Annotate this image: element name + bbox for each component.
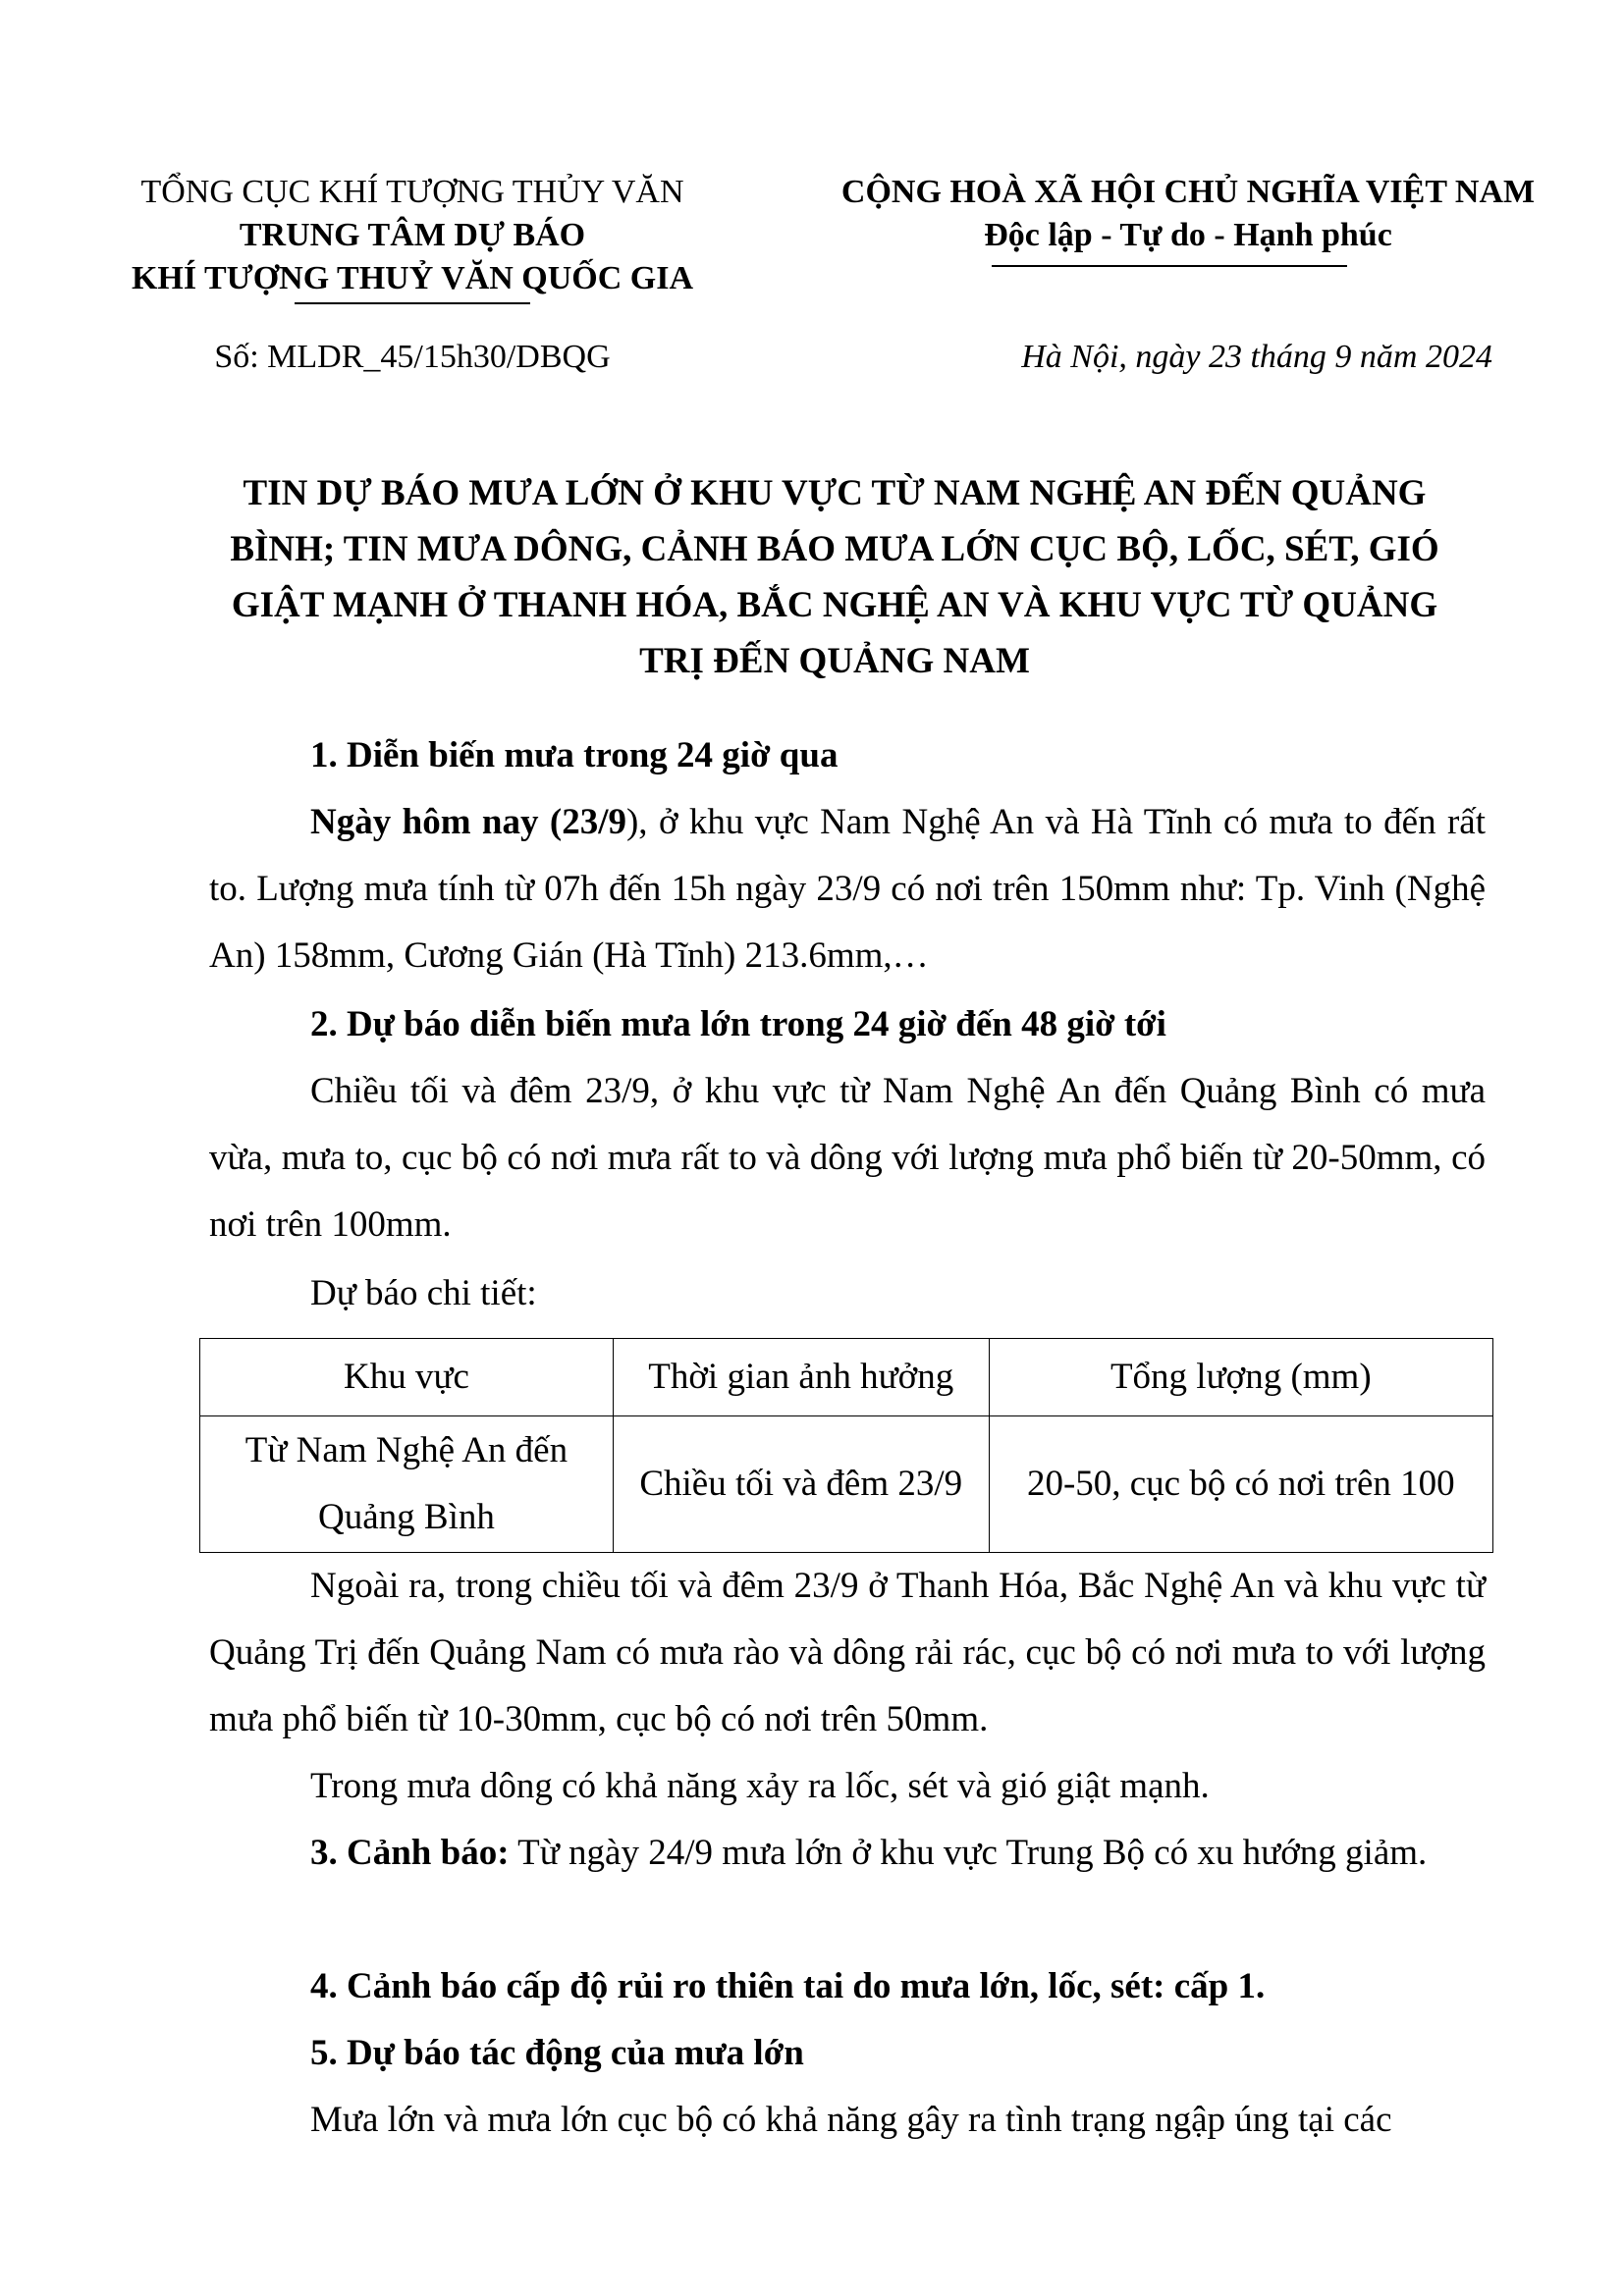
section-3-label: 3. Cảnh báo:: [310, 1833, 510, 1873]
nation-line-2: Độc lập - Tự do - Hạnh phúc: [984, 217, 1392, 253]
storm-note: Trong mưa dông có khả năng xảy ra lốc, sét và gió giật mạnh.: [310, 1766, 1210, 1806]
section-1-text: ), ở khu vực Nam Nghệ An và Hà Tĩnh có mưa to đến rất to. Lượng mưa tính từ 07h đến 15h ngày 23/9 có nơi trên 150mm như: Tp. Vinh (Nghệ An) 158mm, Cương Gián (Hà Tĩnh) 213.6mm,…: [209, 802, 1486, 976]
section-3-text: Từ ngày 24/9 mưa lớn ở khu vực Trung Bộ có xu hướng giảm.: [517, 1833, 1428, 1873]
place-date: Hà Nội, ngày 23 tháng 9 năm 2024: [1021, 339, 1492, 375]
table-row: [200, 1416, 1493, 1553]
section-1-heading: 1. Diễn biến mưa trong 24 giờ qua: [310, 735, 839, 775]
table-header-cell: Thời gian ảnh hưởng: [613, 1339, 989, 1416]
agency-line-1: TỔNG CỤC KHÍ TƯỢNG THỦY VĂN: [140, 174, 684, 210]
agency-name: [59, 171, 766, 300]
table-header-cell: Khu vực: [200, 1339, 614, 1416]
section-2-heading: 2. Dự báo diễn biến mưa lớn trong 24 giờ đến 48 giờ tới: [310, 1004, 1166, 1044]
table-header-cell: Tổng lượng (mm): [989, 1339, 1492, 1416]
section-1-lead: Ngày hôm nay (23/9: [310, 802, 626, 842]
section-3-paragraph: [209, 1820, 1486, 1887]
detail-label: Dự báo chi tiết:: [310, 1273, 537, 1313]
section-5-heading: 5. Dự báo tác động của mưa lớn: [310, 2033, 804, 2073]
nation-line-1: CỘNG HOÀ XÃ HỘI CHỦ NGHĨA VIỆT NAM: [840, 174, 1536, 210]
agency-underline: [295, 302, 530, 304]
document-number: Số: MLDR_45/15h30/DBQG: [214, 339, 611, 375]
motto-underline: [992, 265, 1347, 267]
section-1-paragraph: [209, 789, 1486, 989]
national-motto: [815, 171, 1561, 257]
section-2-extra: Ngoài ra, trong chiều tối và đêm 23/9 ở Thanh Hóa, Bắc Nghệ An và khu vực từ Quảng Trị đến Quảng Nam có mưa rào và dông rải rác, cục bộ có nơi mưa to với lượng mưa phổ biến từ 10-30mm, cục bộ có nơi trên 50mm.: [209, 1566, 1486, 1739]
agency-line-3: KHÍ TƯỢNG THUỶ VĂN QUỐC GIA: [131, 260, 694, 296]
table-cell: Từ Nam Nghệ An đến Quảng Bình: [200, 1416, 614, 1553]
document-title: TIN DỰ BÁO MƯA LỚN Ở KHU VỰC TỪ NAM NGHỆ AN ĐẾN QUẢNG BÌNH; TIN MƯA DÔNG, CẢNH BÁO MƯA LỚN CỤC BỘ, LỐC, SÉT, GIÓ GIẬT MẠNH Ở THANH HÓA, BẮC NGHỆ AN VÀ KHU VỰC TỪ QUẢNG TRỊ ĐẾN QUẢNG NAM: [230, 473, 1439, 681]
table-cell: 20-50, cục bộ có nơi trên 100: [989, 1416, 1492, 1553]
table-cell: Chiều tối và đêm 23/9: [613, 1416, 989, 1553]
section-5-text: Mưa lớn và mưa lớn cục bộ có khả năng gây ra tình trạng ngập úng tại các: [310, 2100, 1392, 2140]
agency-line-2: TRUNG TÂM DỰ BÁO: [239, 217, 586, 253]
section-4-heading: 4. Cảnh báo cấp độ rủi ro thiên tai do mưa lớn, lốc, sét: cấp 1.: [310, 1966, 1266, 2006]
section-2-paragraph: Chiều tối và đêm 23/9, ở khu vực từ Nam Nghệ An đến Quảng Bình có mưa vừa, mưa to, cục bộ có nơi mưa rất to và dông với lượng mưa phổ biến từ 20-50mm, có nơi trên 100mm.: [209, 1071, 1486, 1245]
forecast-table: [199, 1338, 1493, 1553]
table-header-row: [200, 1339, 1493, 1416]
